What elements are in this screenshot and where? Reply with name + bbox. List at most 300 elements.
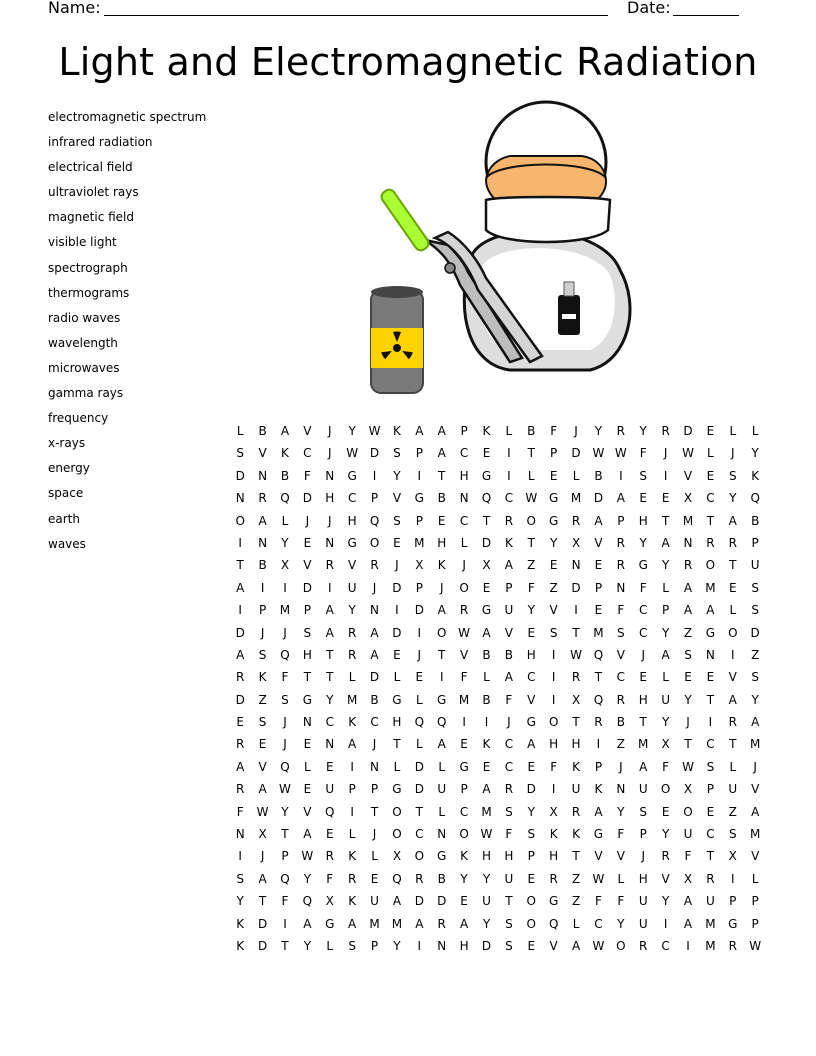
grid-letter[interactable]: V bbox=[303, 424, 312, 438]
grid-letter[interactable]: G bbox=[347, 535, 357, 550]
grid-letter[interactable]: E bbox=[706, 424, 715, 438]
grid-letter[interactable]: Q bbox=[548, 916, 559, 931]
grid-letter[interactable]: A bbox=[683, 916, 693, 931]
grid-letter[interactable]: L bbox=[729, 603, 737, 618]
grid-letter[interactable]: Y bbox=[393, 938, 401, 953]
grid-letter[interactable]: T bbox=[505, 894, 513, 909]
grid-letter[interactable]: R bbox=[325, 558, 334, 573]
grid-letter[interactable]: X bbox=[482, 558, 491, 573]
grid-letter[interactable]: A bbox=[280, 424, 290, 438]
grid-letter[interactable]: E bbox=[325, 759, 334, 774]
grid-letter[interactable]: R bbox=[571, 670, 581, 685]
grid-letter[interactable]: T bbox=[706, 692, 715, 707]
grid-letter[interactable]: H bbox=[481, 849, 491, 864]
grid-letter[interactable]: S bbox=[393, 446, 401, 461]
grid-letter[interactable]: D bbox=[481, 535, 492, 550]
grid-letter[interactable]: E bbox=[684, 670, 692, 685]
grid-letter[interactable]: P bbox=[281, 849, 289, 864]
grid-letter[interactable]: W bbox=[256, 804, 269, 819]
grid-letter[interactable]: G bbox=[638, 558, 648, 573]
grid-letter[interactable]: P bbox=[370, 491, 379, 506]
grid-letter[interactable]: U bbox=[728, 782, 738, 797]
grid-letter[interactable]: A bbox=[751, 715, 760, 730]
grid-letter[interactable]: V bbox=[616, 849, 625, 864]
grid-letter[interactable]: L bbox=[438, 759, 446, 774]
grid-letter[interactable]: B bbox=[482, 647, 491, 662]
grid-letter[interactable]: M bbox=[346, 692, 358, 707]
grid-letter[interactable]: A bbox=[683, 894, 693, 909]
grid-letter[interactable]: Y bbox=[639, 535, 647, 550]
grid-letter[interactable]: E bbox=[370, 871, 379, 886]
grid-letter[interactable]: I bbox=[238, 849, 242, 864]
grid-letter[interactable]: O bbox=[459, 580, 469, 595]
grid-letter[interactable]: R bbox=[616, 558, 625, 573]
grid-letter[interactable]: F bbox=[505, 692, 513, 707]
grid-letter[interactable]: R bbox=[728, 715, 737, 730]
grid-letter[interactable]: L bbox=[236, 424, 244, 438]
grid-letter[interactable]: R bbox=[571, 513, 581, 528]
grid-letter[interactable]: I bbox=[663, 916, 668, 931]
grid-letter[interactable]: E bbox=[661, 491, 670, 506]
grid-letter[interactable]: T bbox=[594, 670, 603, 685]
grid-letter[interactable]: B bbox=[258, 424, 267, 438]
grid-letter[interactable]: H bbox=[526, 647, 536, 662]
grid-letter[interactable]: F bbox=[617, 827, 625, 842]
grid-letter[interactable]: L bbox=[729, 759, 737, 774]
grid-letter[interactable]: A bbox=[459, 916, 469, 931]
grid-letter[interactable]: D bbox=[481, 938, 492, 953]
grid-letter[interactable]: M bbox=[682, 513, 694, 528]
grid-letter[interactable]: T bbox=[393, 737, 401, 752]
grid-letter[interactable]: L bbox=[483, 670, 490, 685]
grid-letter[interactable]: Q bbox=[280, 491, 290, 506]
grid-letter[interactable]: T bbox=[415, 804, 423, 819]
grid-letter[interactable]: X bbox=[549, 804, 558, 819]
grid-letter[interactable]: V bbox=[303, 558, 312, 573]
grid-letter[interactable]: N bbox=[302, 715, 312, 730]
grid-letter[interactable]: S bbox=[684, 647, 692, 662]
grid-letter[interactable]: K bbox=[504, 535, 513, 550]
grid-letter[interactable]: V bbox=[303, 804, 312, 819]
grid-letter[interactable]: A bbox=[437, 603, 446, 618]
grid-letter[interactable]: P bbox=[370, 782, 379, 797]
grid-letter[interactable]: J bbox=[731, 446, 735, 461]
grid-letter[interactable]: M bbox=[570, 491, 582, 506]
grid-letter[interactable]: G bbox=[459, 759, 469, 774]
grid-letter[interactable]: K bbox=[572, 759, 580, 774]
grid-letter[interactable]: B bbox=[258, 558, 267, 573]
grid-letter[interactable]: I bbox=[551, 647, 556, 662]
grid-letter[interactable]: E bbox=[706, 468, 715, 483]
grid-letter[interactable]: D bbox=[257, 938, 268, 953]
grid-letter[interactable]: T bbox=[706, 849, 715, 864]
grid-letter[interactable]: T bbox=[326, 647, 334, 662]
grid-letter[interactable]: M bbox=[391, 916, 403, 931]
grid-letter[interactable]: Z bbox=[728, 804, 737, 819]
grid-letter[interactable]: M bbox=[458, 692, 470, 707]
grid-letter[interactable]: E bbox=[393, 647, 401, 662]
grid-letter[interactable]: F bbox=[550, 759, 558, 774]
grid-letter[interactable]: J bbox=[663, 446, 668, 461]
grid-letter[interactable]: V bbox=[683, 468, 693, 483]
grid-letter[interactable]: N bbox=[235, 827, 245, 842]
grid-letter[interactable]: J bbox=[417, 647, 422, 662]
grid-letter[interactable]: K bbox=[594, 782, 603, 797]
grid-letter[interactable]: S bbox=[236, 871, 244, 886]
grid-letter[interactable]: Y bbox=[684, 692, 692, 707]
grid-letter[interactable]: Y bbox=[729, 491, 737, 506]
grid-letter[interactable]: I bbox=[417, 625, 422, 640]
grid-letter[interactable]: E bbox=[527, 938, 536, 953]
grid-letter[interactable]: T bbox=[438, 647, 446, 662]
grid-letter[interactable]: G bbox=[437, 692, 447, 707]
grid-letter[interactable]: V bbox=[504, 625, 513, 640]
grid-letter[interactable]: D bbox=[302, 491, 312, 506]
grid-letter[interactable]: T bbox=[572, 715, 580, 730]
grid-letter[interactable]: L bbox=[348, 827, 356, 842]
grid-letter[interactable]: J bbox=[462, 558, 466, 573]
grid-letter[interactable]: C bbox=[706, 737, 715, 752]
grid-letter[interactable]: U bbox=[638, 782, 648, 797]
grid-letter[interactable]: P bbox=[460, 782, 468, 797]
grid-letter[interactable]: I bbox=[439, 670, 444, 685]
grid-letter[interactable]: W bbox=[682, 759, 694, 774]
grid-letter[interactable]: F bbox=[550, 424, 558, 438]
grid-letter[interactable]: C bbox=[639, 603, 648, 618]
grid-letter[interactable]: E bbox=[460, 737, 468, 752]
grid-letter[interactable]: G bbox=[526, 715, 536, 730]
grid-letter[interactable]: L bbox=[729, 424, 737, 438]
grid-letter[interactable]: Y bbox=[348, 424, 356, 438]
grid-letter[interactable]: A bbox=[504, 670, 513, 685]
grid-letter[interactable]: A bbox=[751, 804, 760, 819]
grid-letter[interactable]: C bbox=[303, 446, 312, 461]
grid-letter[interactable]: W bbox=[570, 647, 582, 662]
grid-letter[interactable]: F bbox=[505, 827, 513, 842]
grid-letter[interactable]: X bbox=[683, 871, 693, 886]
grid-letter[interactable]: R bbox=[504, 513, 514, 528]
grid-letter[interactable]: Y bbox=[639, 424, 647, 438]
grid-letter[interactable]: T bbox=[572, 849, 580, 864]
grid-letter[interactable]: A bbox=[370, 647, 379, 662]
grid-letter[interactable]: G bbox=[549, 491, 559, 506]
grid-letter[interactable]: I bbox=[596, 737, 601, 752]
grid-letter[interactable]: I bbox=[283, 580, 287, 595]
grid-letter[interactable]: A bbox=[706, 603, 715, 618]
grid-letter[interactable]: B bbox=[751, 513, 760, 528]
grid-letter[interactable]: C bbox=[459, 513, 469, 528]
grid-letter[interactable]: F bbox=[639, 446, 647, 461]
grid-letter[interactable]: T bbox=[326, 670, 334, 685]
grid-letter[interactable]: T bbox=[438, 468, 446, 483]
grid-letter[interactable]: U bbox=[638, 916, 648, 931]
grid-letter[interactable]: D bbox=[437, 894, 447, 909]
grid-letter[interactable]: P bbox=[751, 535, 759, 550]
grid-letter[interactable]: Q bbox=[392, 871, 402, 886]
grid-letter[interactable]: J bbox=[327, 513, 332, 528]
grid-letter[interactable]: I bbox=[417, 938, 422, 953]
grid-letter[interactable]: Q bbox=[593, 647, 604, 662]
grid-letter[interactable]: A bbox=[258, 871, 267, 886]
grid-letter[interactable]: G bbox=[437, 849, 447, 864]
grid-letter[interactable]: Y bbox=[661, 558, 670, 573]
grid-letter[interactable]: K bbox=[281, 446, 289, 461]
grid-letter[interactable]: P bbox=[348, 782, 356, 797]
grid-letter[interactable]: B bbox=[370, 692, 379, 707]
grid-letter[interactable]: D bbox=[257, 916, 268, 931]
grid-letter[interactable]: O bbox=[526, 894, 536, 909]
grid-letter[interactable]: W bbox=[458, 625, 471, 640]
grid-letter[interactable]: K bbox=[392, 424, 401, 438]
grid-letter[interactable]: E bbox=[482, 446, 491, 461]
grid-letter[interactable]: F bbox=[662, 759, 670, 774]
grid-letter[interactable]: J bbox=[260, 849, 265, 864]
grid-letter[interactable]: V bbox=[616, 647, 625, 662]
grid-letter[interactable]: J bbox=[327, 424, 332, 438]
grid-letter[interactable]: K bbox=[348, 715, 357, 730]
grid-letter[interactable]: H bbox=[347, 513, 357, 528]
grid-letter[interactable]: O bbox=[526, 916, 536, 931]
grid-letter[interactable]: S bbox=[751, 670, 759, 685]
grid-letter[interactable]: F bbox=[617, 603, 625, 618]
grid-letter[interactable]: M bbox=[705, 938, 716, 953]
grid-letter[interactable]: Q bbox=[280, 759, 290, 774]
grid-letter[interactable]: X bbox=[280, 558, 290, 573]
grid-letter[interactable]: R bbox=[415, 871, 424, 886]
grid-letter[interactable]: S bbox=[505, 916, 513, 931]
grid-letter[interactable]: S bbox=[639, 468, 648, 483]
grid-letter[interactable]: X bbox=[728, 849, 737, 864]
grid-letter[interactable]: Z bbox=[527, 558, 536, 573]
grid-letter[interactable]: U bbox=[370, 894, 379, 909]
grid-letter[interactable]: J bbox=[574, 424, 578, 438]
grid-letter[interactable]: L bbox=[572, 468, 580, 483]
grid-letter[interactable]: T bbox=[482, 513, 491, 528]
grid-letter[interactable]: A bbox=[639, 759, 648, 774]
grid-letter[interactable]: I bbox=[731, 647, 735, 662]
grid-letter[interactable]: L bbox=[393, 759, 401, 774]
grid-letter[interactable]: A bbox=[303, 916, 312, 931]
grid-letter[interactable]: W bbox=[592, 871, 605, 886]
grid-letter[interactable]: W bbox=[368, 424, 381, 438]
grid-letter[interactable]: H bbox=[504, 849, 514, 864]
grid-letter[interactable]: S bbox=[639, 804, 648, 819]
grid-letter[interactable]: E bbox=[482, 759, 491, 774]
grid-letter[interactable]: R bbox=[437, 916, 446, 931]
grid-letter[interactable]: S bbox=[258, 647, 267, 662]
grid-letter[interactable]: J bbox=[395, 558, 399, 573]
grid-letter[interactable]: V bbox=[594, 535, 603, 550]
grid-letter[interactable]: R bbox=[571, 804, 581, 819]
grid-letter[interactable]: O bbox=[459, 827, 469, 842]
grid-letter[interactable]: L bbox=[662, 580, 669, 595]
grid-letter[interactable]: P bbox=[706, 782, 715, 797]
grid-letter[interactable]: D bbox=[235, 692, 245, 707]
grid-letter[interactable]: Y bbox=[661, 715, 670, 730]
grid-letter[interactable]: T bbox=[258, 894, 267, 909]
grid-letter[interactable]: E bbox=[594, 558, 603, 573]
grid-letter[interactable]: K bbox=[236, 916, 245, 931]
grid-letter[interactable]: Y bbox=[303, 938, 312, 953]
grid-letter[interactable]: D bbox=[302, 580, 312, 595]
grid-letter[interactable]: V bbox=[527, 692, 536, 707]
grid-letter[interactable]: L bbox=[460, 535, 468, 550]
grid-letter[interactable]: P bbox=[415, 513, 423, 528]
grid-letter[interactable]: F bbox=[594, 894, 602, 909]
grid-letter[interactable]: F bbox=[617, 894, 625, 909]
grid-letter[interactable]: Z bbox=[751, 647, 760, 662]
grid-letter[interactable]: Z bbox=[549, 580, 558, 595]
grid-letter[interactable]: P bbox=[527, 849, 535, 864]
grid-letter[interactable]: X bbox=[661, 737, 670, 752]
grid-letter[interactable]: N bbox=[437, 938, 447, 953]
grid-letter[interactable]: I bbox=[372, 468, 377, 483]
grid-letter[interactable]: X bbox=[683, 782, 693, 797]
grid-letter[interactable]: R bbox=[347, 625, 357, 640]
grid-letter[interactable]: J bbox=[327, 446, 332, 461]
grid-letter[interactable]: A bbox=[370, 625, 379, 640]
grid-letter[interactable]: U bbox=[683, 827, 693, 842]
grid-letter[interactable]: S bbox=[303, 625, 312, 640]
grid-letter[interactable]: U bbox=[504, 871, 514, 886]
date-blank-line[interactable] bbox=[673, 15, 739, 16]
grid-letter[interactable]: S bbox=[549, 625, 558, 640]
grid-letter[interactable]: R bbox=[347, 647, 357, 662]
grid-letter[interactable]: X bbox=[325, 894, 334, 909]
grid-letter[interactable]: Y bbox=[527, 804, 535, 819]
grid-letter[interactable]: P bbox=[617, 513, 625, 528]
grid-letter[interactable]: K bbox=[348, 894, 357, 909]
grid-letter[interactable]: J bbox=[260, 625, 265, 640]
grid-letter[interactable]: I bbox=[417, 468, 422, 483]
grid-letter[interactable]: R bbox=[549, 871, 558, 886]
grid-letter[interactable]: K bbox=[751, 468, 760, 483]
grid-letter[interactable]: U bbox=[571, 782, 581, 797]
grid-letter[interactable]: S bbox=[258, 715, 267, 730]
grid-letter[interactable]: I bbox=[395, 603, 399, 618]
grid-letter[interactable]: A bbox=[415, 424, 424, 438]
grid-letter[interactable]: X bbox=[683, 491, 693, 506]
grid-letter[interactable]: I bbox=[283, 916, 287, 931]
grid-letter[interactable]: X bbox=[258, 827, 267, 842]
grid-letter[interactable]: C bbox=[639, 625, 648, 640]
grid-letter[interactable]: C bbox=[459, 446, 469, 461]
grid-letter[interactable]: Q bbox=[302, 894, 313, 909]
grid-letter[interactable]: N bbox=[325, 737, 335, 752]
grid-letter[interactable]: V bbox=[459, 647, 469, 662]
grid-letter[interactable]: A bbox=[236, 580, 245, 595]
grid-letter[interactable]: P bbox=[415, 446, 423, 461]
grid-letter[interactable]: A bbox=[482, 782, 491, 797]
grid-letter[interactable]: Y bbox=[393, 468, 401, 483]
grid-letter[interactable]: P bbox=[661, 603, 670, 618]
grid-letter[interactable]: C bbox=[504, 759, 514, 774]
grid-letter[interactable]: O bbox=[728, 625, 738, 640]
grid-letter[interactable]: G bbox=[481, 603, 492, 618]
grid-letter[interactable]: Q bbox=[593, 692, 604, 707]
grid-letter[interactable]: M bbox=[279, 603, 291, 618]
grid-letter[interactable]: W bbox=[614, 446, 627, 461]
grid-letter[interactable]: Z bbox=[571, 871, 581, 886]
grid-letter[interactable]: I bbox=[327, 580, 332, 595]
grid-letter[interactable]: Q bbox=[414, 715, 425, 730]
grid-letter[interactable]: E bbox=[527, 625, 536, 640]
grid-letter[interactable]: S bbox=[281, 692, 289, 707]
grid-letter[interactable]: E bbox=[527, 759, 536, 774]
grid-letter[interactable]: T bbox=[281, 938, 289, 953]
grid-letter[interactable]: P bbox=[594, 759, 603, 774]
grid-letter[interactable]: T bbox=[527, 446, 535, 461]
grid-letter[interactable]: V bbox=[549, 603, 558, 618]
grid-letter[interactable]: N bbox=[258, 468, 268, 483]
grid-letter[interactable]: N bbox=[459, 491, 469, 506]
grid-letter[interactable]: X bbox=[415, 558, 424, 573]
grid-letter[interactable]: Y bbox=[236, 894, 244, 909]
grid-letter[interactable]: P bbox=[751, 916, 759, 931]
grid-letter[interactable]: E bbox=[594, 603, 603, 618]
grid-letter[interactable]: Y bbox=[460, 871, 468, 886]
grid-letter[interactable]: L bbox=[438, 804, 446, 819]
grid-letter[interactable]: H bbox=[571, 737, 581, 752]
grid-letter[interactable]: S bbox=[728, 827, 737, 842]
grid-letter[interactable]: A bbox=[616, 491, 625, 506]
grid-letter[interactable]: R bbox=[258, 491, 267, 506]
grid-letter[interactable]: M bbox=[593, 625, 604, 640]
grid-letter[interactable]: U bbox=[706, 894, 715, 909]
grid-letter[interactable]: J bbox=[283, 715, 287, 730]
grid-letter[interactable]: K bbox=[236, 938, 245, 953]
grid-letter[interactable]: D bbox=[235, 625, 245, 640]
grid-letter[interactable]: Y bbox=[482, 871, 491, 886]
grid-letter[interactable]: G bbox=[325, 916, 335, 931]
grid-letter[interactable]: A bbox=[236, 759, 245, 774]
grid-letter[interactable]: U bbox=[325, 782, 335, 797]
grid-letter[interactable]: M bbox=[750, 737, 761, 752]
grid-letter[interactable]: R bbox=[594, 715, 603, 730]
grid-letter[interactable]: J bbox=[753, 759, 757, 774]
grid-letter[interactable]: E bbox=[258, 737, 267, 752]
grid-letter[interactable]: K bbox=[572, 827, 580, 842]
grid-letter[interactable]: A bbox=[258, 782, 267, 797]
grid-letter[interactable]: J bbox=[641, 647, 645, 662]
grid-letter[interactable]: N bbox=[616, 782, 626, 797]
grid-letter[interactable]: A bbox=[594, 513, 603, 528]
grid-letter[interactable]: E bbox=[549, 468, 558, 483]
grid-letter[interactable]: N bbox=[235, 491, 245, 506]
grid-letter[interactable]: M bbox=[414, 535, 425, 550]
grid-letter[interactable]: E bbox=[706, 804, 715, 819]
grid-letter[interactable]: V bbox=[661, 871, 670, 886]
grid-letter[interactable]: I bbox=[484, 715, 489, 730]
grid-letter[interactable]: S bbox=[393, 513, 401, 528]
grid-letter[interactable]: E bbox=[303, 535, 312, 550]
grid-letter[interactable]: L bbox=[304, 759, 311, 774]
grid-letter[interactable]: R bbox=[236, 737, 245, 752]
grid-letter[interactable]: A bbox=[415, 916, 424, 931]
grid-letter[interactable]: Y bbox=[661, 827, 670, 842]
grid-letter[interactable]: V bbox=[258, 446, 267, 461]
grid-letter[interactable]: T bbox=[706, 513, 715, 528]
grid-letter[interactable]: L bbox=[707, 446, 714, 461]
grid-letter[interactable]: O bbox=[436, 625, 447, 640]
grid-letter[interactable]: T bbox=[281, 827, 289, 842]
grid-letter[interactable]: A bbox=[392, 894, 402, 909]
grid-letter[interactable]: I bbox=[551, 782, 556, 797]
grid-letter[interactable]: J bbox=[305, 513, 310, 528]
grid-letter[interactable]: O bbox=[683, 804, 693, 819]
grid-letter[interactable]: L bbox=[371, 849, 378, 864]
grid-letter[interactable]: R bbox=[706, 871, 715, 886]
